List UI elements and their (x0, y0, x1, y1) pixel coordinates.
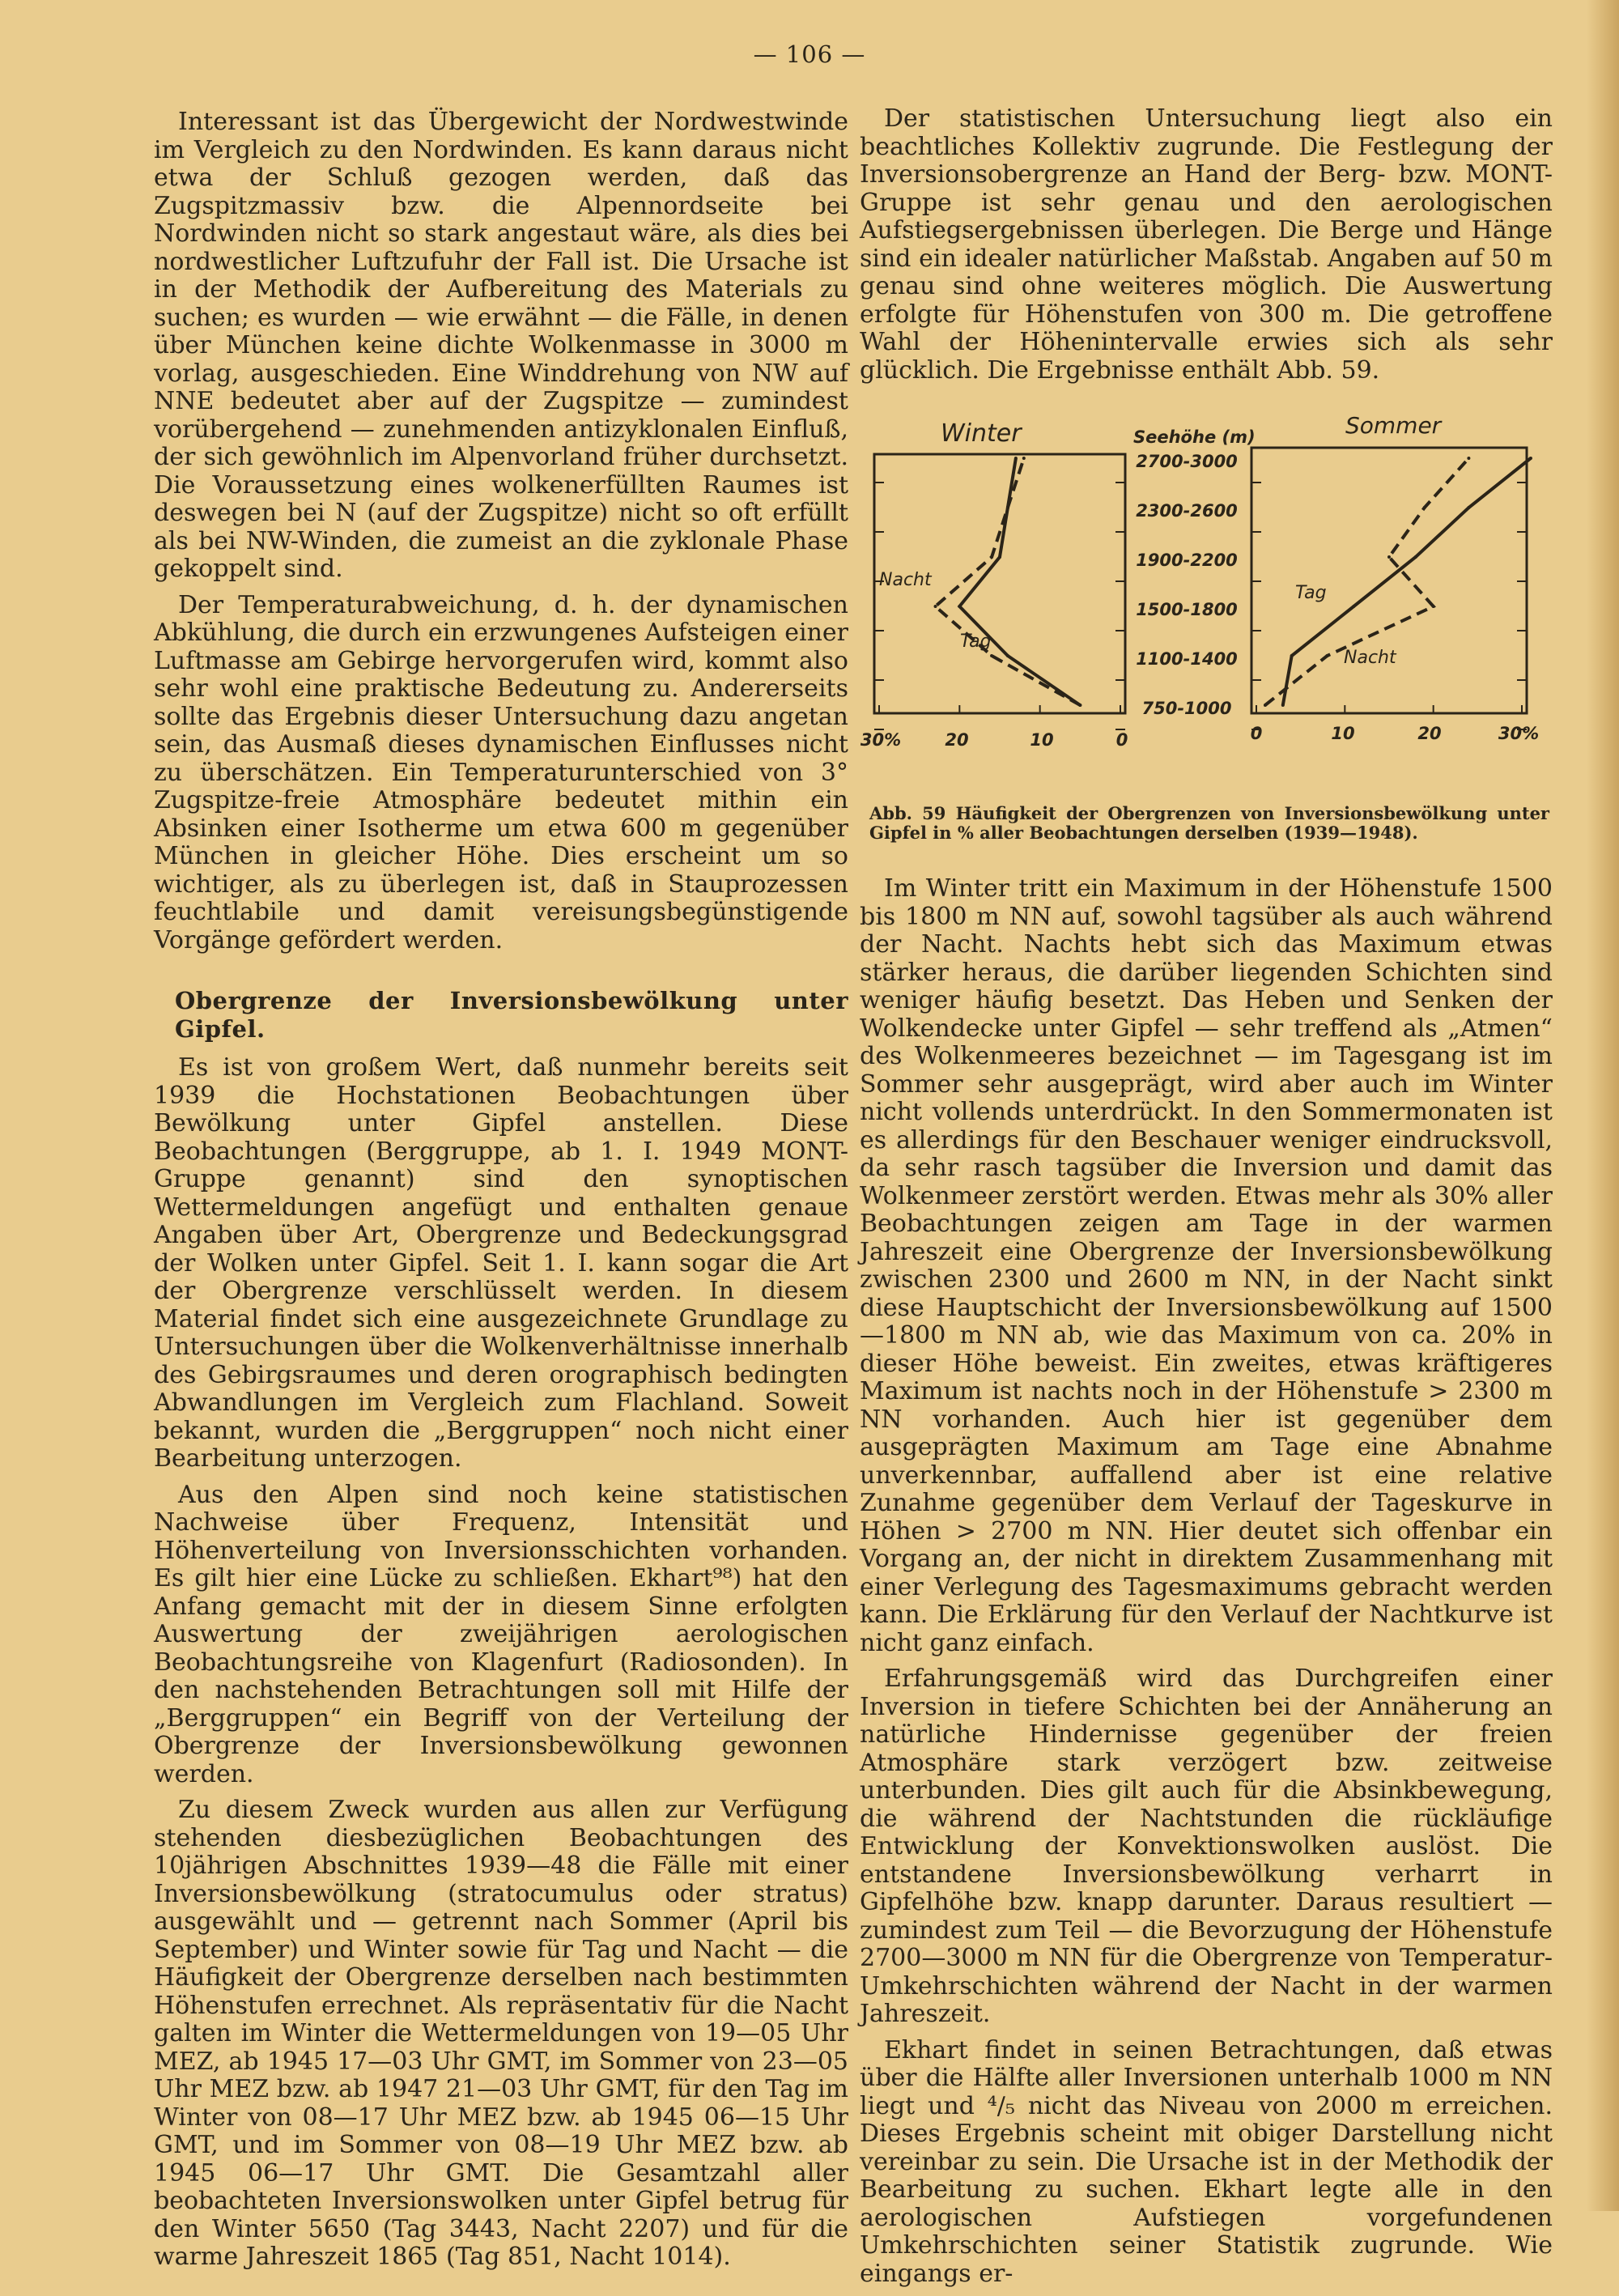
paragraph: Der Temperaturabweichung, d. h. der dynamischen Abkühlung, die durch ein erzwungenes Aufsteigen einer Luftmasse am Gebirge hervorgerufen wird, kommt also sehr wohl eine praktische Bedeutung zu. Andererseits sollte das Ergebnis dieser Untersuchung dazu angetan sein, das Ausmaß dieses dynamischen Einflusses nicht zu überschätzen. Ein Temperaturunterschied von 3° Zugspitze-freie Atmosphäre bedeutet mithin ein Absinken einer Isotherme um etwa 600 m gegenüber München in gleicher Höhe. Dies erscheint um so wichtiger, als zu überlegen ist, daß in Stauprozessen feuchtlabile und damit vereisungsbegünstigende Vorgänge gefördert werden. (154, 590, 848, 955)
figure-caption: Abb. 59 Häufigkeit der Obergrenzen von Inversionsbewölkung unter Gipfel in % aller Beobachtungen derselben (1939—1948). (869, 803, 1549, 843)
x-tick-label: 20 (945, 730, 969, 750)
paragraph: Ekhart findet in seinen Betrachtungen, daß etwas über die Hälfte aller Inversionen unterhalb 1000 m NN liegt und ⁴/₅ nicht das Niveau von 2000 m erreichen. Dieses Ergebnis scheint mit obiger Darstellung nicht vereinbar zu sein. Die Ursache ist in der Methodik der Bearbeitung zu suchen. Ekhart legte alle in den aerologischen Aufstiegen vorgefundenen Umkehrschichten seiner Statistik zugrunde. Wie eingangs er- (860, 2035, 1553, 2288)
paragraph: Zu diesem Zweck wurden aus allen zur Verfügung stehenden diesbezüglichen Beobachtungen des 10jährigen Abschnittes 1939—48 die Fälle mit einer Inversionsbewölkung (stratocumulus oder stratus) ausgewählt und — getrennt nach Sommer (April bis September) und Winter sowie für Tag und Nacht — die Häufigkeit der Obergrenze derselben nach bestimmten Höhenstufen errechnet. Als repräsentativ für die Nacht galten im Winter die Wettermeldungen von 19—05 Uhr MEZ, ab 1945 17—03 Uhr GMT, im Sommer von 23—05 Uhr MEZ bzw. ab 1947 21—03 Uhr GMT, für den Tag im Winter von 08—17 Uhr MEZ bzw. ab 1945 06—15 Uhr GMT, und im Sommer von 08—19 Uhr MEZ bzw. ab 1945 06—17 Uhr GMT. Die Gesamtzahl aller beobachteten Inversionswolken unter Gipfel betrug für den Winter 5650 (Tag 3443, Nacht 2207) und für die warme Jahreszeit 1865 (Tag 851, Nacht 1014). (154, 1796, 848, 2271)
x-tick-label: 30% (1498, 724, 1540, 743)
x-tick-label: 10 (1030, 730, 1054, 750)
sommer-tag-data-point (1352, 605, 1355, 608)
right-column (860, 105, 1553, 2296)
sommer-tag-data-point (1281, 704, 1285, 707)
winter-tag-data-point (998, 555, 1001, 559)
sommer-tag-data-point (1290, 654, 1294, 657)
data-points (934, 457, 1532, 707)
y-tick-label: 1900-2200 (1136, 551, 1238, 570)
sommer-nacht-data-point (1264, 704, 1267, 707)
sommer-nacht-data-point (1423, 506, 1426, 509)
winter-nacht-data-point (1022, 457, 1026, 460)
winter-nacht-series-line (936, 458, 1081, 705)
left-column (154, 108, 848, 2280)
winter-nacht-data-point (990, 654, 993, 657)
winter-nacht-data-point (934, 605, 937, 608)
winter-nacht-data-point (1078, 704, 1081, 707)
sommer-nacht-data-point (1432, 605, 1435, 608)
page-number: — 106 — (753, 40, 866, 68)
x-tick-label: 0 (1250, 724, 1263, 743)
x-tick-label: 10 (1331, 724, 1355, 743)
winter-tag-label: Tag (960, 631, 992, 652)
sommer-tag-data-point (1467, 506, 1470, 509)
sommer-tag-label: Tag (1295, 583, 1327, 603)
paragraph: Erfahrungsgemäß wird das Durchgreifen einer Inversion in tiefere Schichten bei der Annäherung an natürliche Hindernisse gegenüber der freien Atmosphäre stark verzögert bzw. zeitweise unterbunden. Dies gilt auch für die Absinkbewegung, die während der Nachtstunden die rückläufige Entwicklung der Konvektionswolken auslöst. Die entstandene Inversionsbewölkung verharrt in Gipfelhöhe bzw. knapp darunter. Daraus resultiert — zumindest zum Teil — die Bevorzugung der Höhenstufe 2700—3000 m NN für die Obergrenze von Temperatur-Umkehrschichten während der Nacht in der warmen Jahreszeit. (860, 1665, 1553, 2028)
paragraph: Interessant ist das Übergewicht der Nordwestwinde im Vergleich zu den Nordwinden. Es kann daraus nicht etwa der Schluß gezogen werden, daß das Zugspitzmassiv bzw. die Alpennordseite bei Nordwinden nicht so stark angestaut wäre, als dies bei nordwestlicher Luftzufuhr der Fall ist. Die Ursache ist in der Methodik der Aufbereitung des Materials zu suchen; es wurden — wie erwähnt — die Fälle, in denen über München keine dichte Wolkenmasse in 3000 m vorlag, ausgeschieden. Eine Winddrehung von NW auf NNE bedeutet aber auf der Zugspitze — zumindest vorübergehend — zunehmenden antizyklonalen Einfluß, der sich gewöhnlich im Alpenvorland früher durchsetzt. Die Voraussetzung eines wolkenerfüllten Raumes ist deswegen bei N (auf der Zugspitze) nicht so oft erfüllt als bei NW-Winden, die zumeist an die zyklonale Phase gekoppelt sind. (154, 108, 848, 583)
paragraph: Im Winter tritt ein Maximum in der Höhenstufe 1500 bis 1800 m NN auf, sowohl tagsüber als auch während der Nacht. Nachts hebt sich das Maximum etwas stärker heraus, die darüber liegenden Schichten sind weniger häufig besetzt. Das Heben und Senken der Wolkendecke unter Gipfel — sehr treffend als „Atmen“ des Wolkenmeeres bezeichnet — im Tagesgang ist im Sommer sehr ausgeprägt, wird aber auch im Winter nicht vollends unterdrückt. In den Sommermonaten ist es allerdings für den Beschauer weniger eindrucksvoll, da sehr rasch tagsüber die Inversion und damit das Wolkenmeer zerstört werden. Etwas mehr als 30% aller Beobachtungen zeigen am Tage in der warmen Jahreszeit eine Obergrenze der Inversionsbewölkung zwischen 2300 und 2600 m NN, in der Nacht sinkt diese Hauptschicht der Inversionsbewölkung auf 1500—1800 m NN ab, wie das Maximum von ca. 20% in dieser Höhe beweist. Ein zweites, etwas kräftigeres Maximum ist nachts noch in der Höhenstufe > 2300 m NN vorhanden. Auch hier ist gegenüber dem ausgeprägten Maximum am Tage eine Abnahme unverkennbar, auffallend aber ist eine relative Zunahme gegenüber dem Verlauf der Tageskurve in Höhen > 2700 m NN. Hier deutet sich offenbar ein Vorgang an, der nicht in direktem Zusammenhang mit einer Verlegung des Tagesmaximums gebracht werden kann. Die Erklärung für den Verlauf der Nachtkurve ist nicht ganz einfach. (860, 874, 1553, 1657)
y-axis-title: Seehöhe (m) (1133, 427, 1256, 447)
winter-tag-data-point (958, 605, 961, 608)
paragraph: Der statistischen Untersuchung liegt also ein beachtliches Kollektiv zugrunde. Die Festlegung der Inversionsobergrenze an Hand der Berg- bzw. MONT-Gruppe ist sehr genau und den aerologischen Aufstiegsergebnissen überlegen. Die Berge und Hänge sind ein idealer natürlicher Maßstab. Angaben auf 50 m genau sind ohne weiteres möglich. Die Auswertung erfolgte für Höhenstufen von 300 m. Die getroffene Wahl der Höhenintervalle erwies sich als sehr glücklich. Die Ergebnisse enthält Abb. 59. (860, 104, 1553, 385)
winter-tag-data-point (1014, 457, 1018, 460)
y-tick-label: 2300-2600 (1136, 501, 1238, 521)
y-tick-label: 1500-1800 (1136, 600, 1238, 619)
paragraph: Aus den Alpen sind noch keine statistischen Nachweise über Frequenz, Intensität und Höhenverteilung von Inversionsschichten vorhanden. Es gilt hier eine Lücke zu schließen. Ekhart⁹⁸) hat den Anfang gemacht mit der in diesem Sinne erfolgten Auswertung der zweijährigen aerologischen Beobachtungsreihe von Klagenfurt (Radiosonden). In den nachstehenden Betrachtungen soll mit Hilfe der „Berggruppen“ ein Begriff von der Verteilung der Obergrenze der Inversionsbewölkung gewonnen werden. (154, 1480, 848, 1788)
winter-nacht-label: Nacht (879, 570, 932, 590)
sommer-plot-frame (1251, 448, 1527, 713)
sommer-nacht-data-point (1325, 654, 1328, 657)
x-tick-label: 0 (1115, 730, 1128, 750)
winter-nacht-data-point (990, 555, 993, 559)
sommer-nacht-series-line (1265, 458, 1469, 705)
y-tick-label: 2700-3000 (1136, 452, 1238, 471)
sommer-panel-title: Sommer (1345, 412, 1442, 439)
winter-nacht-data-point (1006, 506, 1009, 509)
sommer-tag-series-line (1283, 458, 1531, 705)
y-tick-label: 750-1000 (1141, 699, 1232, 718)
figure-abb-59 (860, 406, 1553, 859)
winter-panel-title: Winter (941, 419, 1022, 448)
sommer-tag-data-point (1529, 457, 1532, 460)
y-tick-label: 1100-1400 (1136, 649, 1238, 669)
winter-tag-data-point (1006, 654, 1009, 657)
paragraph: Es ist von großem Wert, daß nunmehr bereits seit 1939 die Hochstationen Beobachtungen über Bewölkung unter Gipfel anstellen. Diese Beobachtungen (Berggruppe, ab 1. I. 1949 MONT-Gruppe genannt) sind den synoptischen Wettermeldungen angefügt und enthalten genaue Angaben über Art, Obergrenze und Bedeckungsgrad der Wolken unter Gipfel. Seit 1. I. kann sogar die Art der Obergrenze verschlüsselt werden. In diesem Material findet sich eine ausgezeichnete Grundlage zu Untersuchungen über die Wolkenverhältnisse innerhalb des Gebirgsraumes und deren orographisch bedingten Abwandlungen im Vergleich zum Flachland. Soweit bekannt, wurden die „Berggruppen“ noch nicht einer Bearbeitung unterzogen. (154, 1053, 848, 1473)
section-heading: Obergrenze der Inversionsbewölkung unter Gipfel. (175, 987, 848, 1043)
sommer-nacht-data-point (1467, 457, 1470, 460)
page-edge-shadow (1587, 0, 1619, 2211)
winter-tag-series-line (959, 458, 1080, 705)
sommer-tag-data-point (1414, 555, 1417, 559)
x-tick-label: 30% (860, 730, 902, 750)
x-tick-label: 20 (1417, 724, 1442, 743)
chart-svg (860, 406, 1553, 802)
sommer-nacht-label: Nacht (1344, 648, 1396, 668)
sommer-nacht-data-point (1387, 555, 1391, 559)
